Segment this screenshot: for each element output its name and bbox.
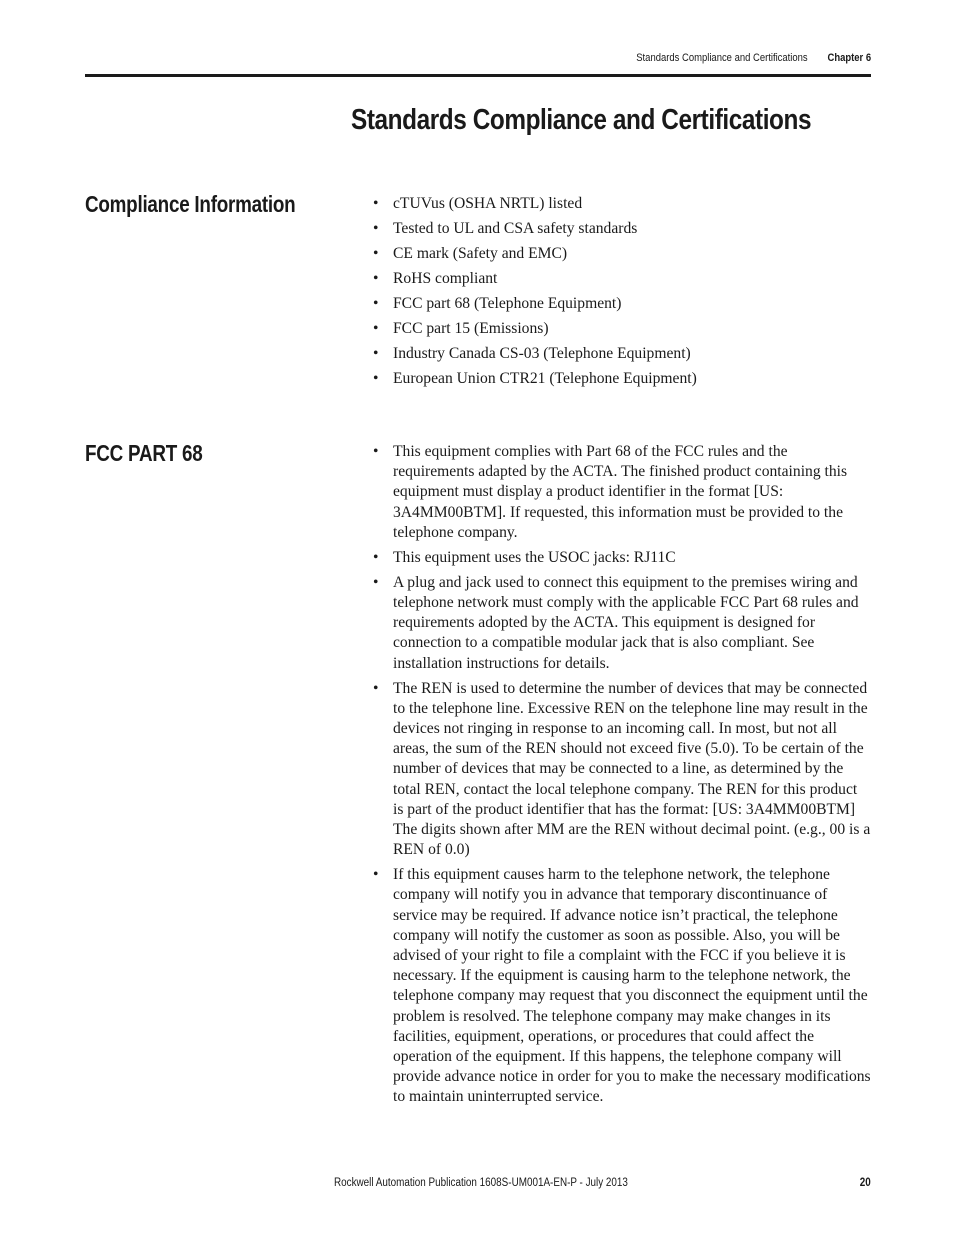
page-number: 20 <box>859 1177 871 1189</box>
list-item: • cTUVus (OSHA NRTL) listed <box>393 194 871 214</box>
list-item: • RoHS compliant <box>393 269 871 289</box>
chapter-label: Chapter 6 <box>827 52 871 64</box>
fcc-list <box>393 442 871 1112</box>
list-item: • FCC part 15 (Emissions) <box>393 319 871 339</box>
list-item: • A plug and jack used to connect this equipment to the premises wiring and telephone network must comply with the applicable FCC Part 68 rules and requirements adopted by the ACTA. This equipment is designed for connection to a compatible modular jack that is also compliant. See installation instructions for details. <box>393 573 871 674</box>
fcc-heading: FCC PART 68 <box>85 440 203 466</box>
list-item: • FCC part 68 (Telephone Equipment) <box>393 294 871 314</box>
running-header-title: Standards Compliance and Certifications <box>636 52 808 64</box>
list-item: • This equipment uses the USOC jacks: RJ11C <box>393 548 871 568</box>
compliance-heading: Compliance Information <box>85 191 296 217</box>
list-item: • Tested to UL and CSA safety standards <box>393 219 871 239</box>
list-item: • The REN is used to determine the number of devices that may be connected to the telephone line. Excessive REN on the telephone line may result in the devices not ringing in response to an incoming call. In most, but not all areas, the sum of the REN should not exceed five (5.0). To be certain of the number of devices that may be connected to a line, as determined by the total REN, contact the local telephone company. The REN for this product is part of the product identifier that has the format: [US: 3A4MM00BTM] The digits shown after MM are the REN without decimal point. (e.g., 00 is a REN of 0.0) <box>393 679 871 861</box>
publication-info: Rockwell Automation Publication 1608S-UM001A-EN-P - July 2013 <box>334 1177 628 1189</box>
list-item: • If this equipment causes harm to the telephone network, the telephone company will notify you in advance that temporary discontinuance of service may be required. If advance notice isn’t practical, the telephone company will notify the customer as soon as possible. Also, you will be advised of your right to file a complaint with the FCC if you believe it is necessary. If the equipment is causing harm to the telephone network, the telephone company may request that you disconnect the equipment until the problem is resolved. The telephone company may make changes in its facilities, equipment, operations, or procedures that could affect the operation of the equipment. If this happens, the telephone company will provide advance notice in order for you to make the necessary modifications to maintain uninterrupted service. <box>393 865 871 1107</box>
compliance-list <box>393 194 871 394</box>
list-item: • Industry Canada CS-03 (Telephone Equipment) <box>393 344 871 364</box>
list-item: • This equipment complies with Part 68 of the FCC rules and the requirements adapted by the ACTA. The finished product containing this equipment must display a product identifier in the format [US: 3A4MM00BTM]. If requested, this information must be provided to the telephone company. <box>393 442 871 543</box>
page-title: Standards Compliance and Certifications <box>351 104 812 136</box>
header-rule <box>85 74 871 77</box>
list-item: • CE mark (Safety and EMC) <box>393 244 871 264</box>
running-header <box>636 52 871 64</box>
list-item: • European Union CTR21 (Telephone Equipment) <box>393 369 871 389</box>
